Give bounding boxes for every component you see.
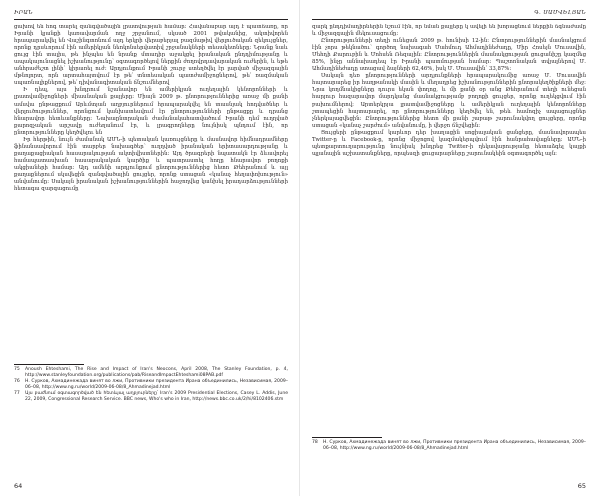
left-body-text — [14, 24, 288, 361]
paragraph: ցախով են հոգ տարել զանգվածային լրատվության համար։ Հավանաբար այդ է պատճառը, որ Իրանի կյանքի կառավարման ողջ շրջանում, սկսած 2001 թվականից, ակտիվորեն հրապարակվել են Վաշինգտոնում այդ երկրի վերաբերյալ բազմաթիվ վերլուծական զեկույցներ, որոնք դրսևորում էին ամերիկյան նեոկոնսերվատիվ շրջանակների տեսակետները։ Նրանք նաև ցույց էին տալիս, թե ինչպես են նրանք մտադիր աջակցել իրանական ընդդիմությանը և ապակայունացնել իշխանությունը՝ օգտագործելով ներքին ժողովրդավարական ուժերին, և եթե անհրաժեշտ լինի՝ կիրառել ուժ։ Արդյունքում Իրանի շուրջ ստեղծվել էր լարված միջազգային մթնոլորտ, որն արտահայտվում էր թե՛ տնտեսական պատժամիջոցներով, թե՛ ռազմական սպառնալիքներով, թե՛ դիվանագիտական ճնշումներով — [14, 24, 288, 87]
footnote-number: 76 — [14, 379, 20, 385]
paragraph: զարկ ընդդիմադիրներին նշում էին, որ նման քայլերը կ ավելի են խորացնում ներքին ճգնաժամը և միջազգային մեկուսացումը։ — [312, 24, 586, 38]
footnote-number: 75 — [14, 367, 20, 372]
right-body-text — [312, 24, 586, 434]
right-page — [300, 0, 600, 496]
right-footnotes — [312, 440, 586, 452]
footnote-rule — [14, 364, 84, 365]
running-head-right: Գ. ՍԱՄՎԵԼՅԱՆ — [312, 10, 586, 20]
paragraph: Սակայն դեռ ընտրությունների արդյունքների հրապարակումից առաջ Մ. Մուսավին հայտարարեց իր հաղթանակի մասին և մեղադրեց իշխանություններին ընտրակեղծիքների մեջ։ Նրա կողմնակիցները դուրս եկան փողոց, և մի քանի օր անց Թեհրանում տեղի ունեցան հարյուր հազարավոր մարդկանց մասնակցությամբ բողոքի ցույցեր, որոնք ուղեկցվում էին բախումներով։ Արտերկրյա լրատվամիջոցները և ամերիկյան ուղեղային կենտրոնները շտապեցին հայտարարել, որ ընտրությունները կեղծվել են, թեև համոզիչ ապացույցներ չներկայացվեցին։ Ընտրություններից հետո մի քանի շաբաթ շարունակվող ցույցերը, որոնք ստացան «կանաչ շարժում» անվանումը, ի վերջո ճնշվեցին։ — [312, 73, 586, 129]
footnote — [14, 379, 288, 391]
footnote — [14, 367, 288, 379]
page-number-right: 65 — [577, 482, 586, 490]
left-footnotes — [14, 367, 288, 403]
footnote-text: Н. Сурков, Ахмадинежада винят во лжи, Противники президента Ирана объединились, Независимая, 2009–06–08, http://www.ng.ru/world/2009-06-08/8_Ahmadinejad.html — [323, 440, 586, 451]
footnote-text: Н. Сурков, Ахмадинежада винят во лжи, Противники президента Ирана объединились, Независимая, 2009–06–08, http://www.ng.ru/world/2009-06-08/8_Ahmadinejad.html — [25, 379, 288, 390]
running-head-left: ԻՐԱՆ — [14, 10, 288, 20]
footnote-number: 77 — [14, 391, 20, 397]
paragraph: Իր հերթին, նույն ժամանակ ԱՄՆ-ի պետական կառույցները և մասնավոր հիմնադրամները ֆինանսավորում էին տարբեր նախագծեր՝ ուղղված իրանական երիտասարդությանը և քաղաքացիական հասարակության ակտիվիստներին։ Այդ ծրագրերի նպատակն էր ձևավորել համապատասխան հասարակական կարծիք և պատրաստել հողը հնարավոր բողոքի ակցիաների համար։ Այդ ամենի արդյունքում ընտրություններից հետո Թեհրանում և այլ քաղաքներում սկսվեցին զանգվածային ցույցեր, որոնք ստացան «կանաչ հեղափոխություն» անվանումը։ Սակայն իրանական իշխանություններին հաջողվեց կանխել իրադարձությունների հետագա զարգացումը — [14, 136, 288, 193]
page-number-left: 64 — [14, 482, 23, 490]
footnote-rule — [312, 437, 382, 438]
footnote-number: 78 — [312, 440, 318, 445]
paragraph: Ցույցերի ընթացքում կարևոր դեր խաղացին սոցիալական ցանցերը, մասնավորապես Twitter-ը և Facebook-ը, որոնց միջոցով կազմակերպվում էին հանրահավաքները։ ԱՄՆ-ի պետքարտուղարությունը նույնիսկ խնդրեց Twitter-ի ղեկավարությանը հետաձգել կայքի պլանային աշխատանքները, որպեսզի ցուցարարները շարունակեին օգտագործել այն։ — [312, 129, 586, 157]
paragraph: Ի դեպ, այս խնդրում նշանավոր են ամերիկյան ուղեղային կենտրոնների և լրատվամիջոցների միասնական քայլերը։ Միայն 2009 թ. ընտրություններից առաջ մի քանի ամսվա ընթացքում Արևմտյան աղբյուրներում հրապարակվել են տասնյակ հոդվածներ և վերլուծություններ, որոնցում կանխատեսվում էր ընտրությունների ընթացքը և դրանց հնարավոր հետևանքները։ Նախաընտրական ժամանակահատվածում Իրանի դեմ ուղղված քարոզչական արշավը ուժեղանում էր, և լրագրողները նույնիսկ պնդում էին, որ ընտրությունները կեղծվելու են — [14, 87, 288, 136]
footnote — [312, 440, 586, 452]
footnote-text: Այս բաժնում օգտագործված են հետևյալ աղբյուրները՝ Iran's 2009 Presidential Elections, Casey L. Addis, June 22, 2009, Congressional Research Service. BBC news, Who's who in Iran, http://news.bbc.co.uk/2/hi/8102406.stm — [25, 391, 288, 402]
paragraph: Ընտրությունների տեղի ունեցան 2009 թ. հունիսի 12-ին։ Ընտրություններին մասնակցում էին չորս թեկնածու՝ գործող նախագահ Մահմուդ Ահմադինեժադը, Միր Հոսեյն Մուսավին, Մեհդի Քարուբին և Մոհսեն Ռեզային։ Ընտրություններին մասնակցության ցուցանիշը կազմեց 85%, ինչը աննախադեպ էր Իրանի պատմության համար։ Պաշտոնական տվյալներով Մ. Ահմադինեժադը ստացավ ձայների 62,46%, իսկ Մ. Մուսավին՝ 33,87%։ — [312, 38, 586, 73]
footnote — [14, 391, 288, 403]
footnote-text: Anoush Ehteshami, The Rise and Impact of Iran's Neocons, April 2008, The Stanley Foundation, p. 4, http://www.stanleyfoundation.org/publications/pab/RiseandImpactEhteshami08PAB.pdf — [25, 367, 288, 378]
